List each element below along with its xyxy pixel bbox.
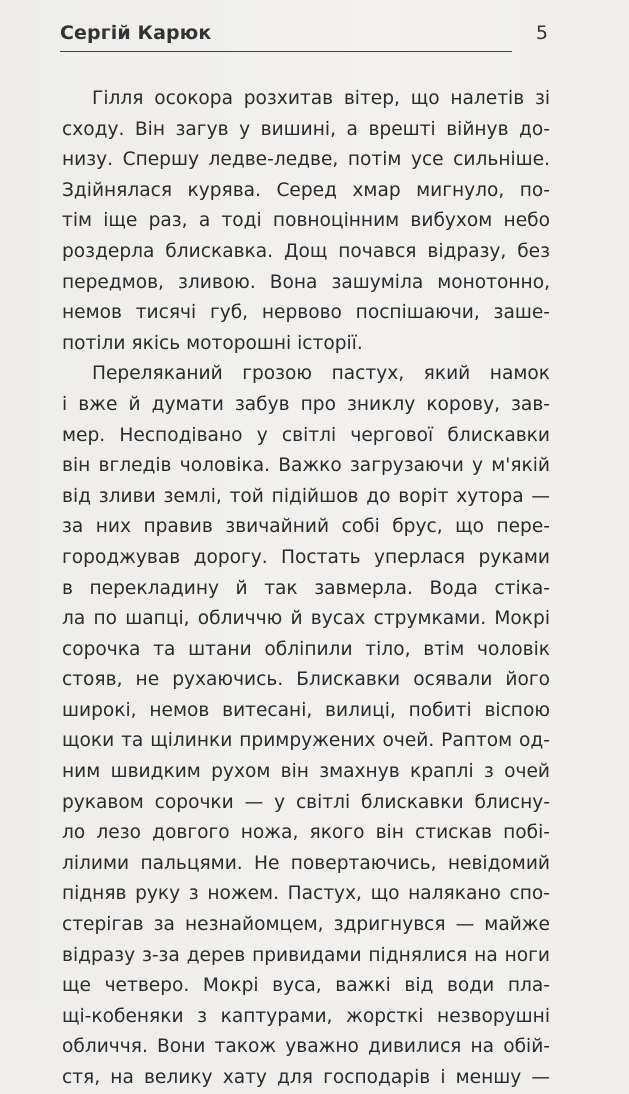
text-line: лілими пальцями. Не повертаючись, невідомий: [62, 852, 550, 874]
text-line: ло лезо довгого ножа, якого він стискав побі-: [62, 822, 550, 844]
text-line: Здійнялася курява. Серед хмар мигнуло, по-: [62, 179, 550, 201]
text-line: передмов, зливою. Вона зашуміла монотонно,: [62, 271, 550, 293]
text-line: від зливи землі, той підійшов до воріт хутора —: [62, 485, 550, 507]
text-line: підняв руку з ножем. Пастух, що налякано спо-: [62, 883, 550, 905]
text-line: сходу. Він загув у вишині, а врешті війнув до-: [62, 118, 550, 140]
text-line: в перекладину й так завмерла. Вода стіка-: [62, 577, 550, 599]
text-line: стояв, не рухаючись. Блискавки осявали його: [62, 669, 550, 691]
text-line: тім іще раз, а тоді повноцінним вибухом небо: [62, 210, 550, 232]
text-line: немов тисячі губ, нервово поспішаючи, заше-: [62, 302, 550, 324]
text-line: відразу з-за дерев привидами піднялися на ноги: [62, 944, 550, 966]
text-line: Переляканий грозою пастух, який намок: [92, 363, 550, 385]
text-line: стерігав за незнайомцем, здригнувся — майже: [62, 914, 550, 936]
text-line: мер. Несподівано у світлі чергової блискавки: [62, 424, 550, 446]
text-line: щі-кобеняки з каптурами, жорсткі незворушні: [62, 1005, 550, 1027]
text-line: сорочка та штани обліпили тіло, втім чоловік: [62, 638, 550, 660]
text-line: рукавом сорочки — у світлі блискавки блисну-: [62, 791, 550, 813]
text-line: за них правив звичайний собі брус, що пере-: [62, 516, 550, 538]
running-header: [60, 22, 548, 52]
text-line: обличчя. Вони також уважно дивилися на обій-: [62, 1036, 550, 1058]
text-line: і вже й думати забув про зниклу корову, зав-: [62, 393, 550, 415]
text-line: щоки та щілинки примружених очей. Раптом од-: [62, 730, 550, 752]
text-line: широкі, немов витесані, вилиці, побиті віспою: [62, 699, 550, 721]
author-name: Сергій Карюк: [60, 22, 212, 44]
text-line: ним швидким рухом він змахнув краплі з очей: [62, 761, 550, 783]
text-line: ще четверо. Мокрі вуса, важкі від води пла-: [62, 975, 550, 997]
text-line: ла по шапці, обличчю й вусах струмками. Мокрі: [62, 608, 550, 630]
text-line: городжував дорогу. Постать уперлася руками: [62, 546, 550, 568]
text-line: Гілля осокора розхитав вітер, що налетів зі: [92, 88, 550, 109]
header-rule: [60, 51, 512, 52]
text-line: стя, на велику хату для господарів і меншу —: [62, 1067, 550, 1088]
text-line: потіли якісь моторошні історії.: [62, 332, 363, 354]
text-line: низу. Спершу ледве-ледве, потім усе сильніше.: [62, 149, 550, 171]
text-line: він вгледів чоловіка. Важко загрузаючи у м'якій: [62, 455, 550, 477]
page-number: 5: [535, 22, 548, 44]
body-text: [62, 84, 550, 1094]
text-line: роздерла блискавка. Дощ почався відразу, без: [62, 240, 550, 262]
